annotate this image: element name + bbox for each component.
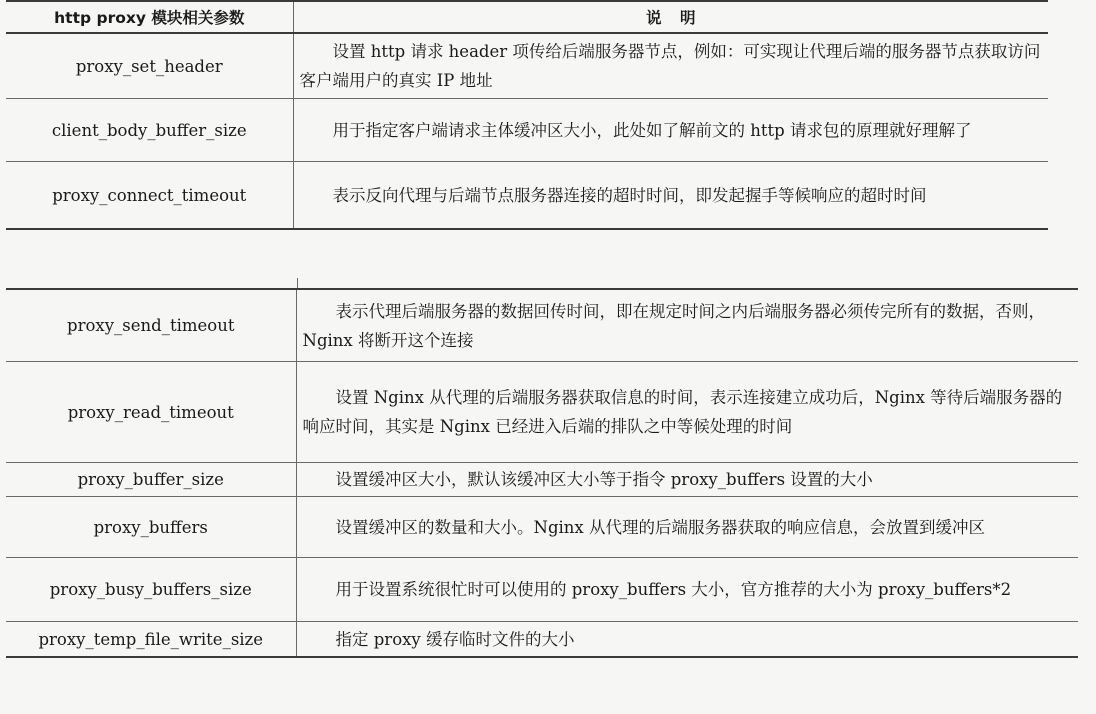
table-row (6, 463, 1078, 497)
param-name: proxy_read_timeout (6, 362, 296, 463)
param-description: 设置缓冲区的数量和大小。Nginx 从代理的后端服务器获取的响应信息，会放置到缓冲区 (335, 517, 985, 537)
param-name: proxy_send_timeout (6, 289, 296, 362)
param-name: proxy_connect_timeout (6, 162, 293, 230)
param-description: 设置 http 请求 header 项传给后端服务器节点，例如：可实现让代理后端的服务器节点获取访问客户端用户的真实 IP 地址 (299, 42, 1041, 90)
header-param: http proxy 模块相关参数 (6, 1, 293, 33)
proxy-params-table-part2 (6, 288, 1078, 658)
table-row (6, 289, 1078, 362)
param-name: proxy_busy_buffers_size (6, 558, 296, 622)
param-description: 设置 Nginx 从代理的后端服务器获取信息的时间，表示连接建立成功后，Nginx 等待后端服务器的响应时间，其实是 Nginx 已经进入后端的排队之中等候处理的时间 (302, 388, 1063, 436)
param-description: 指定 proxy 缓存临时文件的大小 (335, 629, 575, 649)
table-row (6, 99, 1048, 162)
param-name: client_body_buffer_size (6, 99, 293, 162)
proxy-params-table-part1 (6, 0, 1048, 230)
table-row (6, 558, 1078, 622)
param-description: 用于设置系统很忙时可以使用的 proxy_buffers 大小，官方推荐的大小为 proxy_buffers*2 (335, 580, 1012, 599)
table-row (6, 622, 1078, 658)
table-row (6, 33, 1048, 99)
param-name: proxy_buffer_size (6, 463, 296, 497)
param-name: proxy_temp_file_write_size (6, 622, 296, 658)
param-description: 设置缓冲区大小，默认该缓冲区大小等于指令 proxy_buffers 设置的大小 (335, 470, 873, 489)
param-name: proxy_buffers (6, 497, 296, 558)
param-description: 表示反向代理与后端节点服务器连接的超时时间，即发起握手等候响应的超时时间 (332, 185, 927, 205)
param-description: 用于指定客户端请求主体缓冲区大小，此处如了解前文的 http 请求包的原理就好理解了 (332, 120, 972, 140)
table-row (6, 497, 1078, 558)
table-row (6, 362, 1078, 463)
param-name: proxy_set_header (6, 33, 293, 99)
header-desc: 说明 (293, 1, 1048, 33)
table-header-row (6, 1, 1048, 33)
param-description: 表示代理后端服务器的数据回传时间，即在规定时间之内后端服务器必须传完所有的数据，否则，Nginx 将断开这个连接 (302, 301, 1045, 350)
table-row (6, 162, 1048, 230)
